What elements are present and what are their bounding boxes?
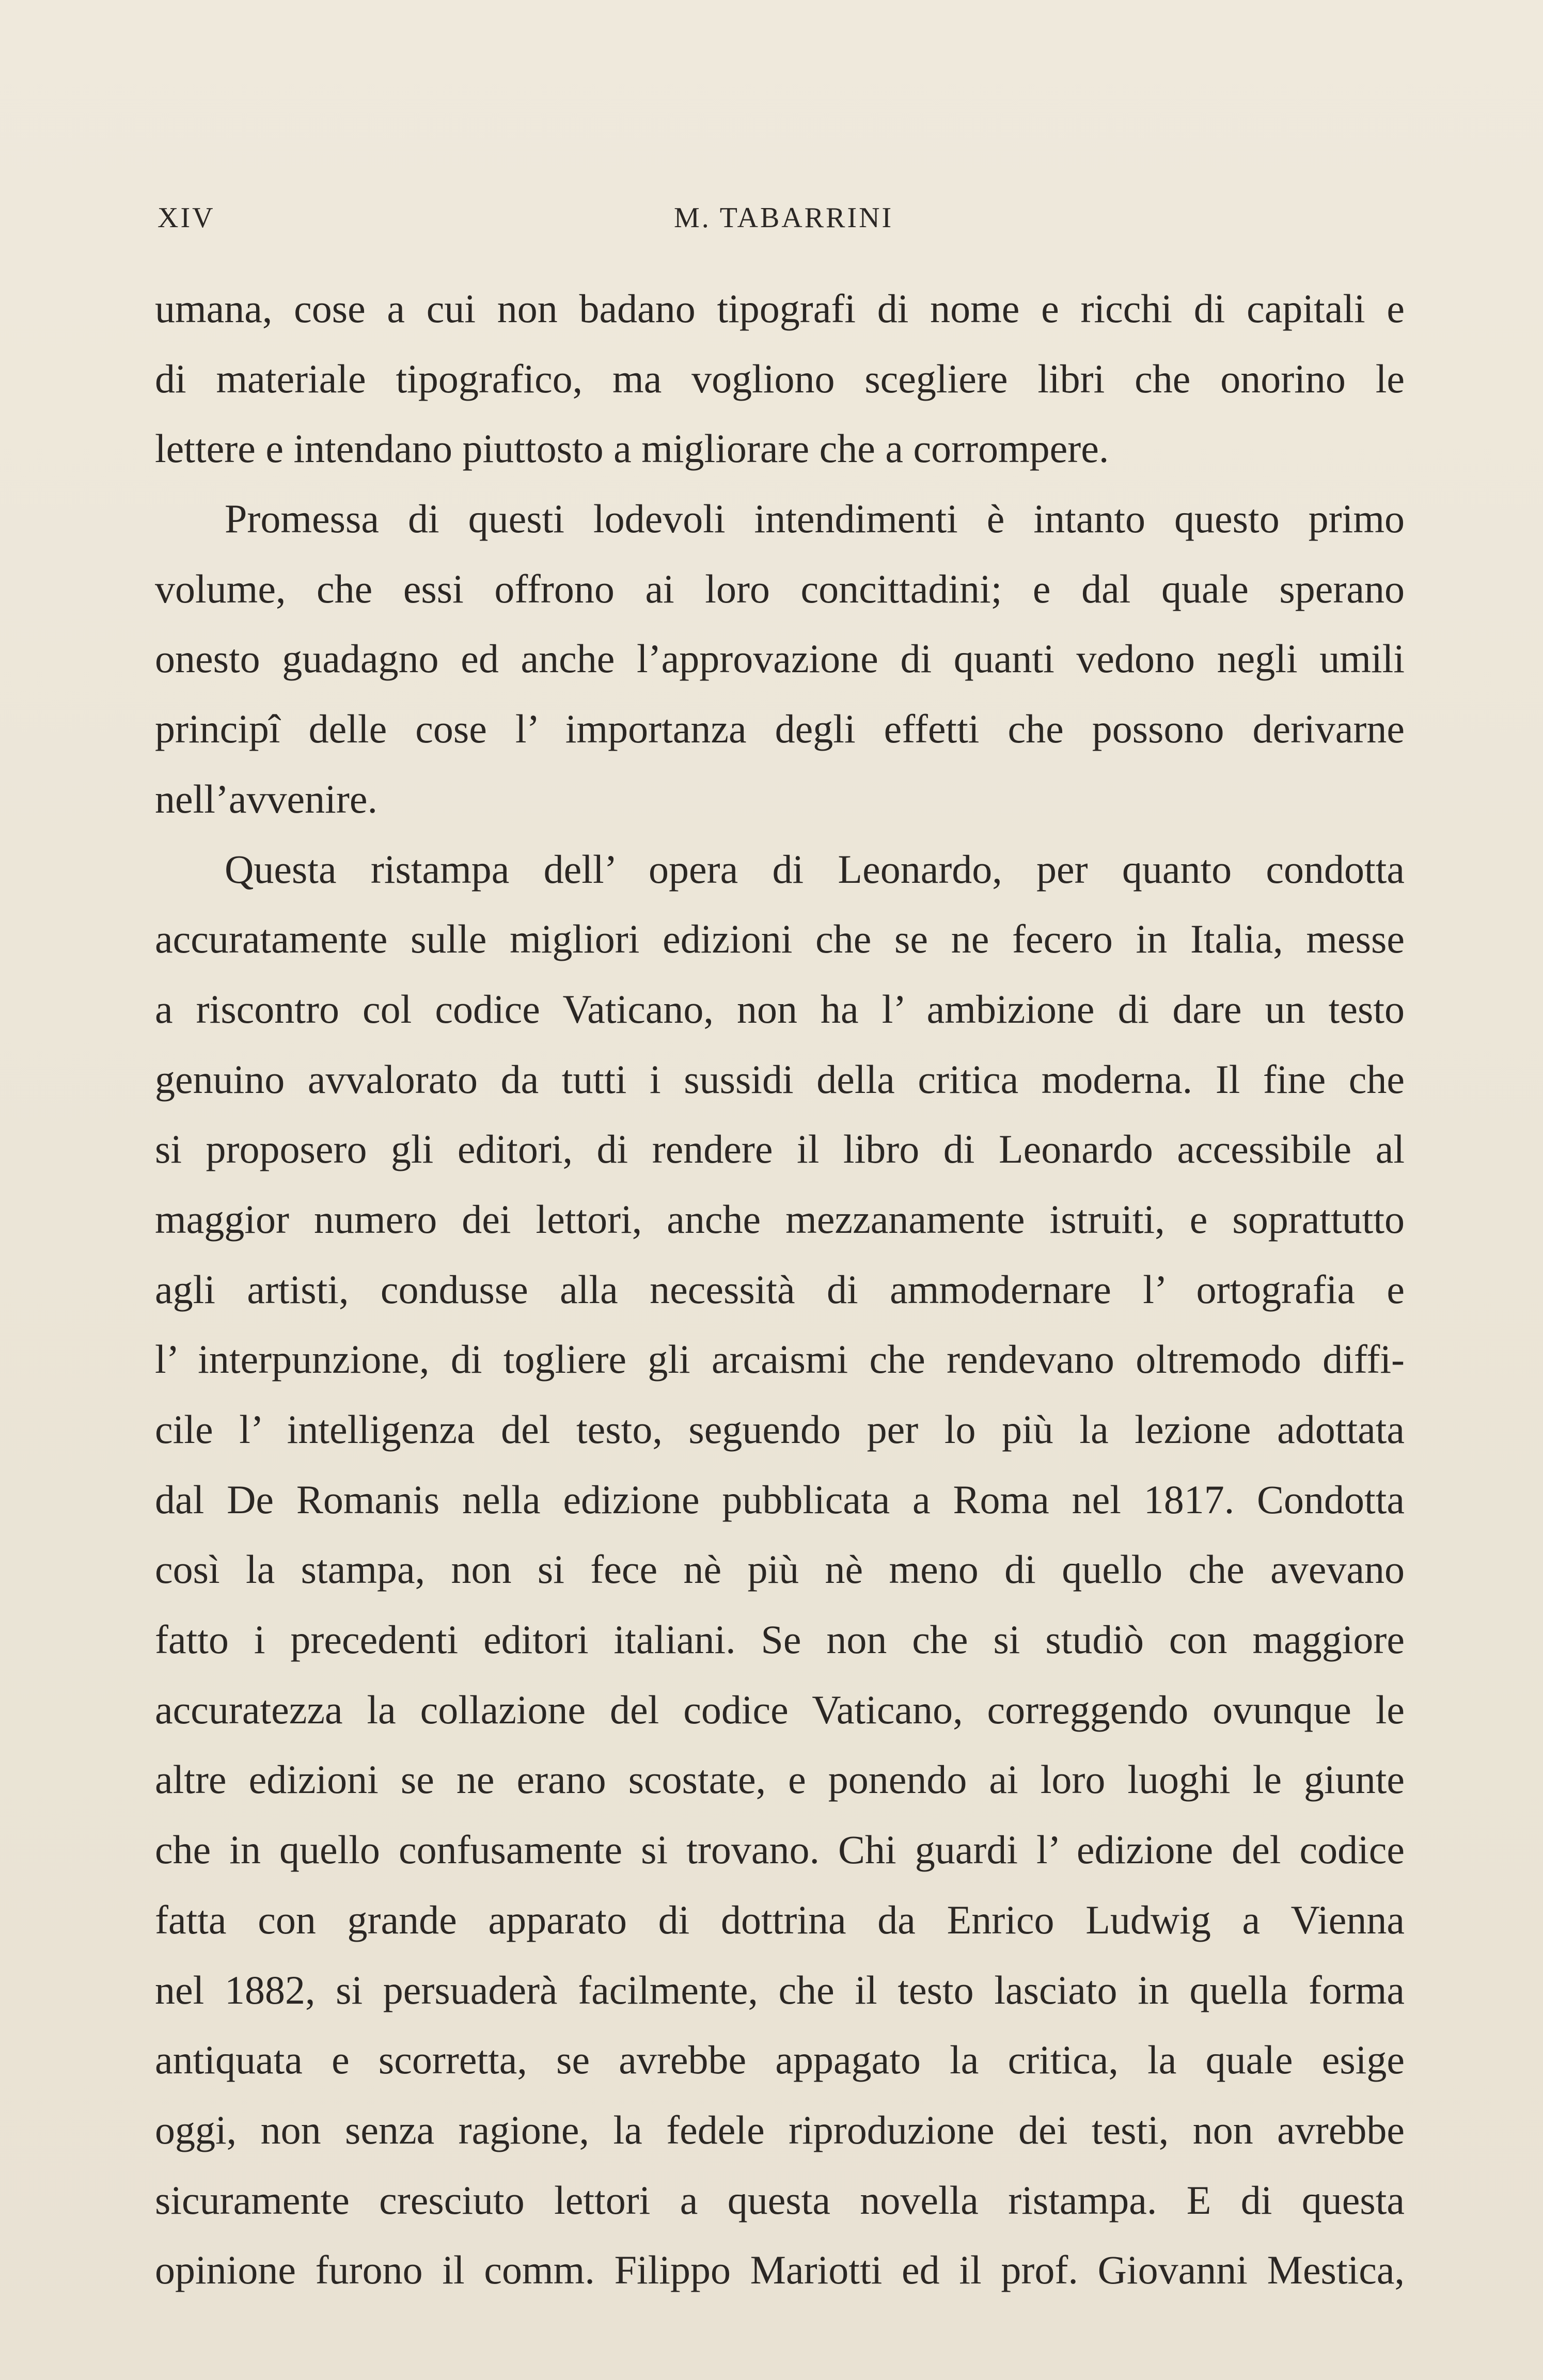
text-line: oggi, non senza ragione, la fedele riproduzione dei testi, non avrebbe [155,2107,1405,2152]
text-line: l’ interpunzione, di togliere gli arcaismi che rendevano oltremodo diffi- [155,1337,1405,1382]
text-line: a riscontro col codice Vaticano, non ha l’ ambizione di dare un testo [155,986,1405,1032]
text-line: agli artisti, condusse alla necessità di ammodernare l’ ortografia e [155,1266,1405,1312]
body-text [155,274,1405,2305]
text-line: onesto guadagno ed anche l’approvazione di quanti vedono negli umili [155,636,1405,681]
text-line: si proposero gli editori, di rendere il libro di Leonardo accessibile al [155,1126,1405,1172]
running-title: M. TABARRINI [674,202,894,234]
text-line: accuratamente sulle migliori edizioni che se ne fecero in Italia, messe [155,916,1405,962]
text-line: umana, cose a cui non badano tipografi di nome e ricchi di capitali e [155,286,1405,331]
text-line: così la stampa, non si fece nè più nè meno di quello che avevano [155,1547,1405,1592]
text-line: opinione furono il comm. Filippo Mariotti ed il prof. Giovanni Mestica, [155,2247,1405,2293]
text-line: principî delle cose l’ importanza degli effetti che possono derivarne [155,706,1405,752]
text-line: genuino avvalorato da tutti i sussidi della critica moderna. Il fine che [155,1056,1405,1102]
text-line: volume, che essi offrono ai loro concittadini; e dal quale sperano [155,566,1405,611]
text-line: nel 1882, si persuaderà facilmente, che il testo lasciato in quella forma [155,1967,1405,2012]
text-line: fatto i precedenti editori italiani. Se non che si studiò con maggiore [155,1617,1405,1662]
text-line: di materiale tipografico, ma vogliono scegliere libri che onorino le [155,356,1405,401]
text-line: cile l’ intelligenza del testo, seguendo per lo più la lezione adottata [155,1407,1405,1452]
page-number: XIV [158,202,215,234]
text-line: che in quello confusamente si trovano. Chi guardi l’ edizione del codice [155,1827,1405,1873]
text-line: nell’avvenire. [155,776,377,821]
text-line: accuratezza la collazione del codice Vaticano, correggendo ovunque le [155,1687,1405,1732]
running-head [158,201,1397,243]
text-line: Questa ristampa dell’ opera di Leonardo, per quanto condotta [225,846,1405,892]
text-line: antiquata e scorretta, se avrebbe appagato la critica, la quale esige [155,2037,1405,2083]
text-line: Promessa di questi lodevoli intendimenti è intanto questo primo [225,496,1405,542]
text-line: maggior numero dei lettori, anche mezzanamente istruiti, e soprattutto [155,1196,1405,1242]
text-line: altre edizioni se ne erano scostate, e ponendo ai loro luoghi le giunte [155,1757,1405,1802]
text-line: fatta con grande apparato di dottrina da Enrico Ludwig a Vienna [155,1897,1405,1942]
text-line: dal De Romanis nella edizione pubblicata a Roma nel 1817. Condotta [155,1477,1405,1522]
text-line: lettere e intendano piuttosto a migliorare che a corrompere. [155,426,1109,471]
text-line: sicuramente cresciuto lettori a questa novella ristampa. E di questa [155,2177,1405,2223]
